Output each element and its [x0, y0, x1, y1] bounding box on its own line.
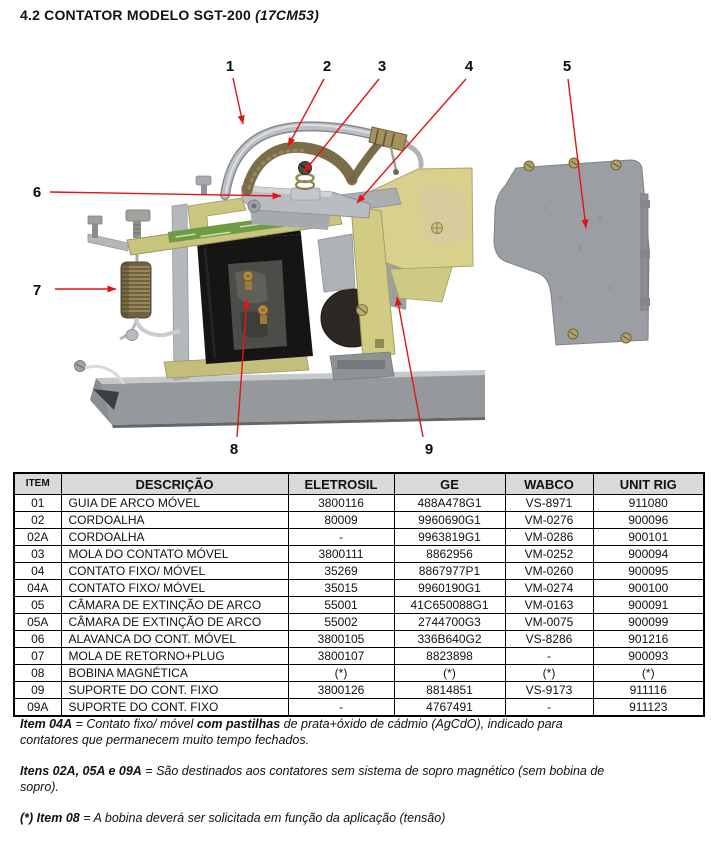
- cell-wabco: VM-0274: [505, 580, 593, 597]
- page-title: [20, 7, 319, 23]
- cell-item: 07: [14, 648, 61, 665]
- table-row: [14, 631, 704, 648]
- cell-descricao: CONTATO FIXO/ MÓVEL: [61, 563, 288, 580]
- cell-eletrosil: 3800126: [288, 682, 394, 699]
- callout-label: 5: [562, 58, 572, 75]
- cell-item: 06: [14, 631, 61, 648]
- table-row: [14, 699, 704, 717]
- table-row: [14, 597, 704, 614]
- cell-wabco: -: [505, 699, 593, 717]
- cell-ge: 8867977P1: [394, 563, 505, 580]
- cell-unitrig: 911080: [593, 495, 704, 512]
- cell-descricao: MOLA DE RETORNO+PLUG: [61, 648, 288, 665]
- cell-unitrig: 900100: [593, 580, 704, 597]
- table-row: [14, 614, 704, 631]
- footnote-text: = São destinados aos contatores sem sistema de sopro magnético (sem bobina de sopro).: [20, 764, 605, 794]
- callout-arrow-1: [233, 78, 243, 124]
- cell-wabco: VM-0286: [505, 529, 593, 546]
- cell-eletrosil: -: [288, 529, 394, 546]
- cell-eletrosil: 80009: [288, 512, 394, 529]
- cell-item: 08: [14, 665, 61, 682]
- callout-label: 6: [32, 184, 42, 201]
- cell-wabco: -: [505, 648, 593, 665]
- cell-unitrig: 900094: [593, 546, 704, 563]
- table-row: [14, 495, 704, 512]
- cell-ge: (*): [394, 665, 505, 682]
- cell-item: 04A: [14, 580, 61, 597]
- cell-unitrig: 900099: [593, 614, 704, 631]
- cell-item: 02: [14, 512, 61, 529]
- callout-label: 2: [322, 58, 332, 75]
- parts-table-wrapper: [13, 472, 703, 717]
- footnote-text: de prata+óxido de cádmio (AgCdO), indicado para contatores que permanecem muito tempo fechados.: [20, 717, 563, 747]
- cell-wabco: VM-0163: [505, 597, 593, 614]
- callout-label: 7: [32, 282, 42, 299]
- cell-ge: 41C650088G1: [394, 597, 505, 614]
- table-row: [14, 648, 704, 665]
- cell-ge: 9960190G1: [394, 580, 505, 597]
- cell-descricao: CÂMARA DE EXTINÇÃO DE ARCO: [61, 614, 288, 631]
- cell-wabco: VM-0260: [505, 563, 593, 580]
- callout-label: 4: [464, 58, 474, 75]
- cell-item: 09: [14, 682, 61, 699]
- callout-label: 9: [424, 441, 434, 458]
- footnote-itens-02a-05a-09a: [20, 763, 620, 795]
- footnote-lead: (*) Item 08: [20, 811, 80, 825]
- cell-wabco: VM-0075: [505, 614, 593, 631]
- callout-label: 8: [229, 441, 239, 458]
- page-title-text: 4.2 CONTATOR MODELO SGT-200: [20, 7, 251, 23]
- cell-item: 09A: [14, 699, 61, 717]
- footnote-item-08: [20, 810, 620, 826]
- cell-unitrig: 900101: [593, 529, 704, 546]
- col-header-eletrosil: ELETROSIL: [288, 473, 394, 495]
- cell-descricao: CORDOALHA: [61, 512, 288, 529]
- arc-chute-plate: [494, 158, 650, 345]
- contactor-figure: [0, 48, 715, 468]
- return-spring: [120, 210, 180, 341]
- cell-unitrig: 900096: [593, 512, 704, 529]
- col-header-descricao: DESCRIÇÃO: [61, 473, 288, 495]
- cell-wabco: VS-9173: [505, 682, 593, 699]
- cell-item: 05: [14, 597, 61, 614]
- cell-wabco: VM-0276: [505, 512, 593, 529]
- cell-unitrig: 900091: [593, 597, 704, 614]
- cell-ge: 8823898: [394, 648, 505, 665]
- cell-item: 04: [14, 563, 61, 580]
- cell-ge: 4767491: [394, 699, 505, 717]
- cell-item: 02A: [14, 529, 61, 546]
- contact-stack: [291, 162, 320, 201]
- cell-descricao: BOBINA MAGNÉTICA: [61, 665, 288, 682]
- col-header-ge: GE: [394, 473, 505, 495]
- cell-descricao: CONTATO FIXO/ MÓVEL: [61, 580, 288, 597]
- cell-ge: 8814851: [394, 682, 505, 699]
- footnote-lead: Item 04A: [20, 717, 73, 731]
- cell-descricao: SUPORTE DO CONT. FIXO: [61, 699, 288, 717]
- braided-strap: [247, 140, 382, 190]
- cell-descricao: SUPORTE DO CONT. FIXO: [61, 682, 288, 699]
- parts-table: [13, 472, 705, 717]
- footnote-lead: Itens 02A, 05A e 09A: [20, 764, 142, 778]
- footnote-item-04a: [20, 716, 620, 748]
- cell-descricao: ALAVANCA DO CONT. MÓVEL: [61, 631, 288, 648]
- cell-eletrosil: (*): [288, 665, 394, 682]
- cell-unitrig: 900095: [593, 563, 704, 580]
- cell-unitrig: 901216: [593, 631, 704, 648]
- cell-ge: 9960690G1: [394, 512, 505, 529]
- cell-wabco: VS-8971: [505, 495, 593, 512]
- footnote-bold-text: com pastilhas: [196, 717, 281, 731]
- cell-eletrosil: 3800116: [288, 495, 394, 512]
- cell-ge: 9963819G1: [394, 529, 505, 546]
- footnotes: [20, 716, 620, 841]
- cell-descricao: CORDOALHA: [61, 529, 288, 546]
- cell-unitrig: 911123: [593, 699, 704, 717]
- model-code: (17CM53): [255, 7, 319, 23]
- cell-eletrosil: 35269: [288, 563, 394, 580]
- col-header-wabco: WABCO: [505, 473, 593, 495]
- upper-bracket: [318, 234, 355, 292]
- cell-eletrosil: 3800111: [288, 546, 394, 563]
- cell-eletrosil: 55002: [288, 614, 394, 631]
- col-header-item: ITEM: [14, 473, 61, 495]
- callout-label: 3: [377, 58, 387, 75]
- table-row: [14, 563, 704, 580]
- cell-ge: 488A478G1: [394, 495, 505, 512]
- footnote-text: = A bobina deverá ser solicitada em função da aplicação (tensão): [79, 811, 446, 825]
- callout-label: 1: [225, 58, 235, 75]
- cell-eletrosil: -: [288, 699, 394, 717]
- cell-wabco: VS-8286: [505, 631, 593, 648]
- cell-wabco: (*): [505, 665, 593, 682]
- cell-item: 03: [14, 546, 61, 563]
- cell-ge: 2744700G3: [394, 614, 505, 631]
- cell-eletrosil: 55001: [288, 597, 394, 614]
- callout-arrow-2: [288, 79, 324, 146]
- table-row: [14, 682, 704, 699]
- footnote-text: = Contato fixo/ móvel: [72, 717, 197, 731]
- cell-descricao: CÂMARA DE EXTINÇÃO DE ARCO: [61, 597, 288, 614]
- cell-descricao: MOLA DO CONTATO MÓVEL: [61, 546, 288, 563]
- cell-wabco: VM-0252: [505, 546, 593, 563]
- table-row: [14, 665, 704, 682]
- cell-item: 01: [14, 495, 61, 512]
- cell-unitrig: 911116: [593, 682, 704, 699]
- cell-descricao: GUIA DE ARCO MÓVEL: [61, 495, 288, 512]
- table-row: [14, 580, 704, 597]
- cell-unitrig: 900093: [593, 648, 704, 665]
- cell-eletrosil: 3800107: [288, 648, 394, 665]
- cell-item: 05A: [14, 614, 61, 631]
- cell-eletrosil: 3800105: [288, 631, 394, 648]
- cell-ge: 336B640G2: [394, 631, 505, 648]
- cell-unitrig: (*): [593, 665, 704, 682]
- cell-ge: 8862956: [394, 546, 505, 563]
- contactor-photo: [0, 48, 715, 468]
- header-row: [14, 473, 704, 495]
- col-header-unitrig: UNIT RIG: [593, 473, 704, 495]
- table-row: [14, 529, 704, 546]
- table-row: [14, 546, 704, 563]
- table-row: [14, 512, 704, 529]
- cell-eletrosil: 35015: [288, 580, 394, 597]
